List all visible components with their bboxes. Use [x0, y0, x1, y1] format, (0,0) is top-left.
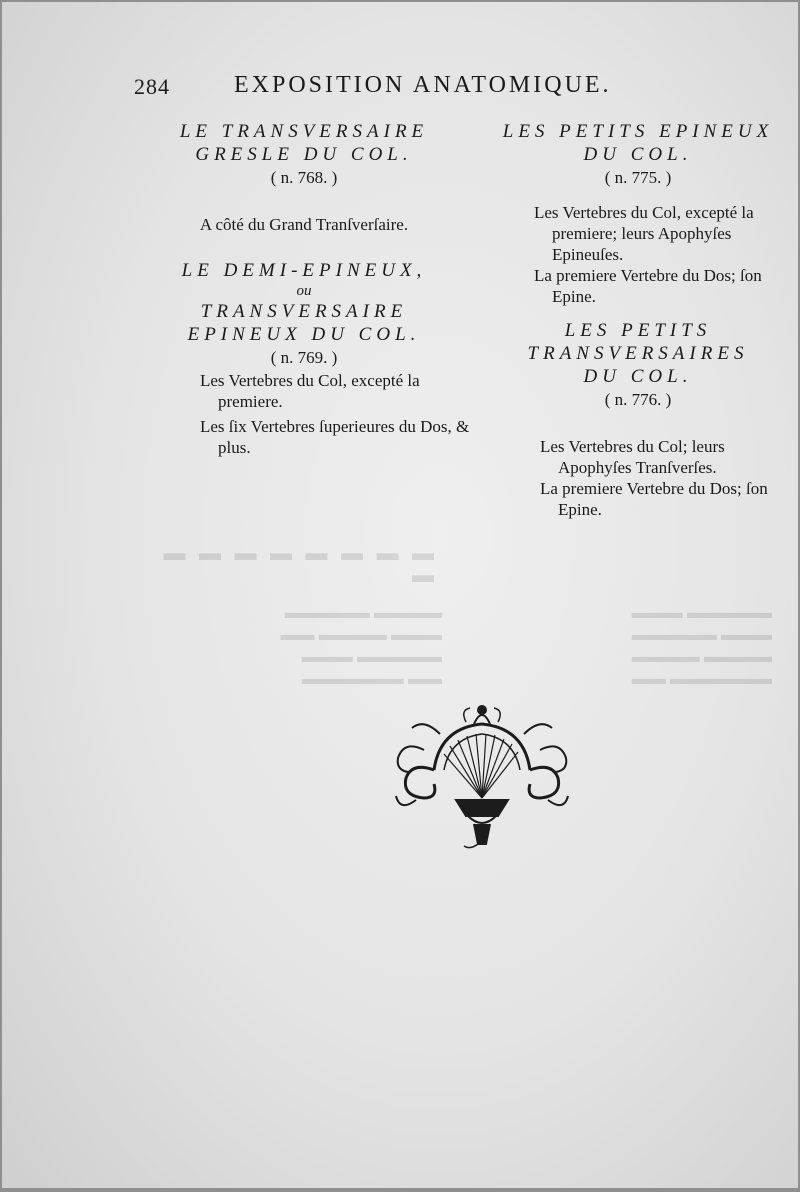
show-through-shadow: ▬ ▬ ▬ ▬ ▬ ▬ ▬ ▬ ▬ — [159, 540, 434, 587]
running-title: EXPOSITION ANATOMIQUE. — [234, 72, 612, 98]
shell-fleuron-ornament-icon — [394, 700, 570, 852]
attachment-entry: Les Vertebres du Col, excepté la premiere. — [200, 371, 420, 411]
section-heading: DU COL. — [583, 144, 693, 165]
attachment-entry: Les Vertebres du Col; leurs Apophyſes Tranſverſes. — [540, 437, 725, 477]
section-heading: GRESLE DU COL. — [195, 144, 413, 165]
show-through-shadow: ▬▬▬▬▬ ▬▬▬ ▬▬▬ ▬▬▬▬▬ ▬▬▬▬ ▬▬▬▬ ▬▬▬▬▬▬ ▬▬ — [631, 603, 772, 688]
section-heading: TRANSVERSAIRE — [200, 301, 408, 322]
attachment-entry: La premiere Vertebre du Dos; ſon Epine. — [540, 479, 768, 519]
section-number: ( n. 776. ) — [604, 390, 672, 409]
page-number: 284 — [134, 74, 170, 99]
section-heading: LE TRANSVERSAIRE — [179, 121, 429, 142]
attachment-entry: La premiere Vertebre du Dos; ſon Epine. — [534, 266, 762, 306]
section-heading: EPINEUX DU COL. — [187, 324, 421, 345]
section-number: ( n. 775. ) — [604, 168, 672, 187]
book-page — [2, 2, 798, 1188]
right-column — [488, 120, 788, 520]
section-heading: TRANSVERSAIRES — [527, 343, 749, 364]
section-heading: LES PETITS — [564, 320, 712, 341]
section-heading: DU COL. — [583, 366, 693, 387]
section-heading-or: ou — [296, 283, 312, 299]
left-column — [134, 120, 474, 458]
section-number: ( n. 769. ) — [270, 348, 338, 367]
attachment-entry: Les Vertebres du Col, excepté la premiere; leurs Apophyſes Epineuſes. — [534, 203, 754, 264]
section-number: ( n. 768. ) — [270, 168, 338, 187]
show-through-shadow: ▬▬▬▬ ▬▬▬▬▬ ▬▬▬ ▬▬▬▬ ▬▬ ▬▬▬▬▬ ▬▬▬ ▬▬ ▬▬▬▬▬▬ — [280, 603, 442, 688]
attachment-entry: A côté du Grand Tranſverſaire. — [199, 215, 409, 234]
section-heading: LE DEMI-EPINEUX, — [181, 260, 427, 281]
attachment-entry: Les ſix Vertebres ſuperieures du Dos, & plus. — [200, 417, 470, 457]
section-heading: LES PETITS EPINEUX — [502, 121, 774, 142]
